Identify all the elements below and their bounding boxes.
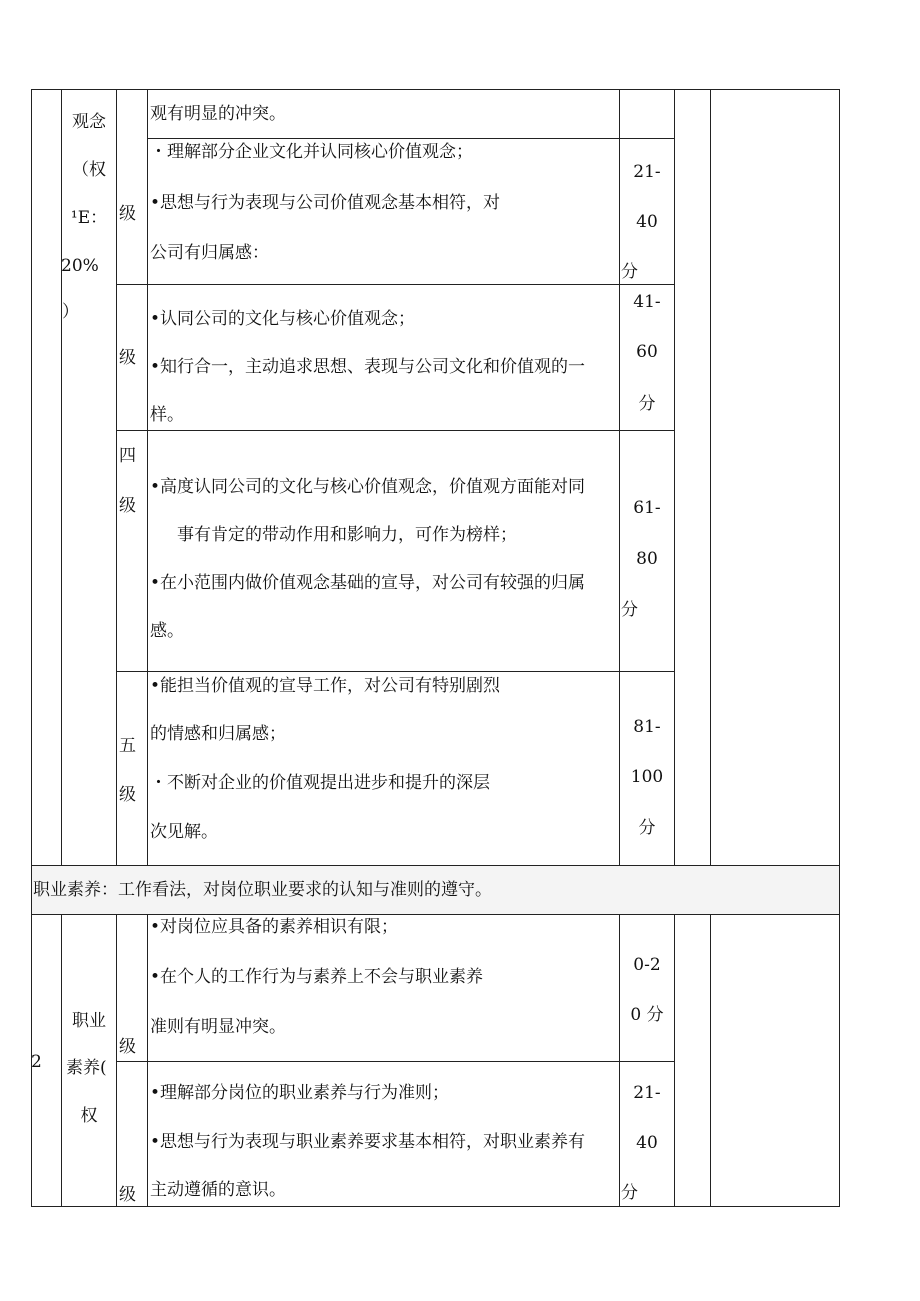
criteria-text: 次见解。 <box>150 822 218 842</box>
column-divider <box>674 89 675 866</box>
score-range: 81- <box>633 717 661 737</box>
level-label: 级 <box>119 785 136 805</box>
score-range: 21- <box>633 162 661 182</box>
criteria-text: 公司有归属感： <box>150 243 269 263</box>
category-label-line: 素养( <box>66 1058 107 1078</box>
criteria-text: 观有明显的冲突。 <box>150 104 286 124</box>
score-range: 0 分 <box>630 1005 664 1025</box>
level-label: 五 <box>119 736 136 756</box>
criteria-text: 主动遵循的意识。 <box>150 1180 286 1200</box>
score-unit: 分 <box>638 818 656 838</box>
score-range: 0-2 <box>633 955 661 975</box>
level-label: 级 <box>119 348 136 368</box>
criteria-text: 感。 <box>150 621 184 641</box>
score-range: 21- <box>633 1083 661 1103</box>
criteria-text: •高度认同公司的文化与核心价值观念，价值观方面能对同 <box>150 477 586 497</box>
category-label-line: 权 <box>80 1106 98 1126</box>
score-unit: 分 <box>638 394 656 414</box>
column-divider <box>147 914 148 1207</box>
column-divider <box>619 89 620 866</box>
score-range: 100 <box>630 767 664 787</box>
column-divider <box>61 914 62 1207</box>
table-right-border <box>839 89 840 1207</box>
row-divider <box>116 671 674 672</box>
level-label: 级 <box>119 496 136 516</box>
score-unit: 分 <box>621 600 638 620</box>
criteria-text: •理解部分岗位的职业素养与行为准则； <box>150 1083 450 1103</box>
row-divider <box>116 284 674 285</box>
section-header: 职业素养：工作看法，对岗位职业要求的认知与准则的遵守。 <box>33 880 492 900</box>
column-divider <box>147 89 148 866</box>
criteria-text: •对岗位应具备的素养相识有限； <box>150 917 399 937</box>
criteria-text: 样。 <box>150 405 184 425</box>
criteria-text: 的情感和归属感； <box>150 724 286 744</box>
column-divider <box>116 89 117 866</box>
row-divider <box>116 430 674 431</box>
row-divider <box>147 138 674 139</box>
section-index: 2 <box>31 1052 42 1072</box>
level-label: 级 <box>119 204 136 224</box>
category-label-line: 观念 <box>72 112 106 132</box>
category-label-line: （权 <box>72 160 106 180</box>
criteria-text: •思想与行为表现与公司价值观念基本相符，对 <box>150 193 501 213</box>
score-unit: 分 <box>621 1183 638 1203</box>
criteria-text: ・不断对企业的价值观提出进步和提升的深层 <box>150 773 490 793</box>
section-divider <box>31 914 840 915</box>
score-range: 60 <box>636 342 658 362</box>
level-label: 级 <box>119 1185 136 1205</box>
criteria-text: 事有肯定的带动作用和影响力，可作为榜样； <box>177 525 517 545</box>
column-divider <box>710 914 711 1207</box>
category-label-line: ¹E： <box>70 208 108 228</box>
column-divider <box>61 89 62 866</box>
table-bottom-border <box>31 1206 840 1207</box>
table-top-border <box>31 89 840 90</box>
level-label: 级 <box>119 1037 136 1057</box>
criteria-text: •认同公司的文化与核心价值观念； <box>150 309 416 329</box>
column-divider <box>710 89 711 866</box>
category-label-line: ） <box>62 302 79 322</box>
section-divider <box>31 865 840 866</box>
column-divider <box>116 914 117 1207</box>
criteria-text: •在小范围内做价值观念基础的宣导，对公司有较强的归属 <box>150 573 586 593</box>
criteria-text: •在个人的工作行为与素养上不会与职业素养 <box>150 967 484 987</box>
category-label-line: 20% <box>61 256 99 276</box>
score-range: 41- <box>633 292 661 312</box>
category-label-line: 职业 <box>72 1011 106 1031</box>
score-range: 40 <box>636 1133 658 1153</box>
column-divider <box>674 914 675 1207</box>
criteria-text: ・理解部分企业文化并认同核心价值观念； <box>150 142 473 162</box>
criteria-text: •知行合一，主动追求思想、表现与公司文化和价值观的一 <box>150 357 586 377</box>
score-range: 61- <box>633 498 661 518</box>
score-range: 40 <box>636 212 658 232</box>
criteria-text: 准则有明显冲突。 <box>150 1017 286 1037</box>
table-left-border <box>31 89 32 1207</box>
score-unit: 分 <box>621 262 638 282</box>
score-range: 80 <box>636 549 658 569</box>
criteria-text: •能担当价值观的宣导工作，对公司有特别剧烈 <box>150 676 501 696</box>
criteria-text: •思想与行为表现与职业素养要求基本相符，对职业素养有 <box>150 1132 586 1152</box>
row-divider <box>116 1061 674 1062</box>
level-label: 四 <box>119 446 136 466</box>
